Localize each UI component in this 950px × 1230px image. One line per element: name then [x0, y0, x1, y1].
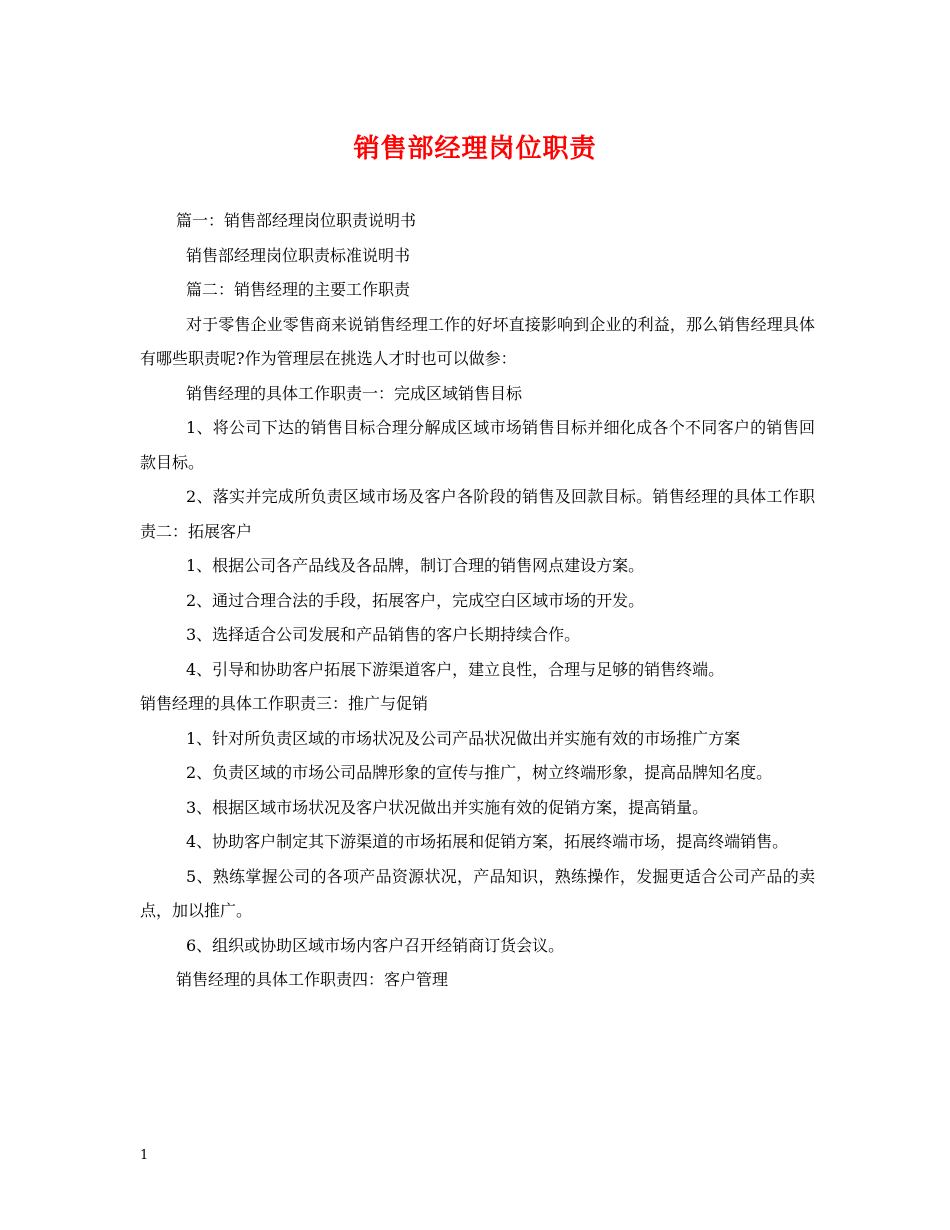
paragraph-part-two-heading: 篇二：销售经理的主要工作职责 [186, 280, 411, 299]
document-body [140, 204, 815, 998]
paragraph-duty-two-item-4: 4、引导和协助客户拓展下游渠道客户，建立良性，合理与足够的销售终端。 [186, 659, 725, 679]
paragraph-duty-four-heading: 销售经理的具体工作职责四：客户管理 [176, 970, 449, 989]
paragraph-standard-spec: 销售部经理岗位职责标准说明书 [186, 245, 411, 265]
paragraph-duty-two-item-1: 1、根据公司各产品线及各品牌，制订合理的销售网点建设方案。 [186, 556, 645, 575]
paragraph-duty-three-item-4: 4、协助客户制定其下游渠道的市场拓展和促销方案，拓展终端市场，提高终端销售。 [186, 832, 789, 851]
paragraph-duty-three-item-3: 3、根据区域市场状况及客户状况做出并实施有效的促销方案，提高销量。 [186, 797, 709, 817]
paragraph-part-one-heading: 篇一：销售部经理岗位职责说明书 [176, 211, 417, 230]
paragraph-intro: 对于零售企业零售商来说销售经理工作的好坏直接影响到企业的利益，那么销售经理具体有哪些职责呢?作为管理层在挑选人才时也可以做参： [140, 314, 815, 368]
page-number: 1 [140, 1148, 149, 1163]
paragraph-duty-two-item-3: 3、选择适合公司发展和产品销售的客户长期持续合作。 [186, 625, 581, 644]
paragraph-duty-one-item-1: 1、将公司下达的销售目标合理分解成区域市场销售目标并细化成各个不同客户的销售回款目标。 [140, 418, 815, 472]
paragraph-duty-three-item-6: 6、组织或协助区域市场内客户召开经销商订货会议。 [186, 935, 565, 955]
paragraph-duty-three-item-2: 2、负责区域的市场公司品牌形象的宣传与推广，树立终端形象，提高品牌知名度。 [186, 763, 773, 782]
paragraph-duty-one-heading: 销售经理的具体工作职责一：完成区域销售目标 [186, 383, 523, 403]
paragraph-duty-three-item-5: 5、熟练掌握公司的各项产品资源状况，产品知识，熟练操作，发掘更适合公司产品的卖点，加以推广。 [140, 866, 815, 920]
paragraph-duty-one-item-2: 2、落实并完成所负责区域市场及客户各阶段的销售及回款目标。销售经理的具体工作职责二：拓展客户 [140, 487, 815, 541]
document-title: 销售部经理岗位职责 [353, 134, 597, 164]
paragraph-duty-three-item-1: 1、针对所负责区域的市场状况及公司产品状况做出并实施有效的市场推广方案 [186, 728, 741, 748]
paragraph-duty-two-item-2: 2、通过合理合法的手段，拓展客户，完成空白区域市场的开发。 [186, 590, 645, 610]
paragraph-duty-three-heading: 销售经理的具体工作职责三：推广与促销 [140, 694, 429, 713]
